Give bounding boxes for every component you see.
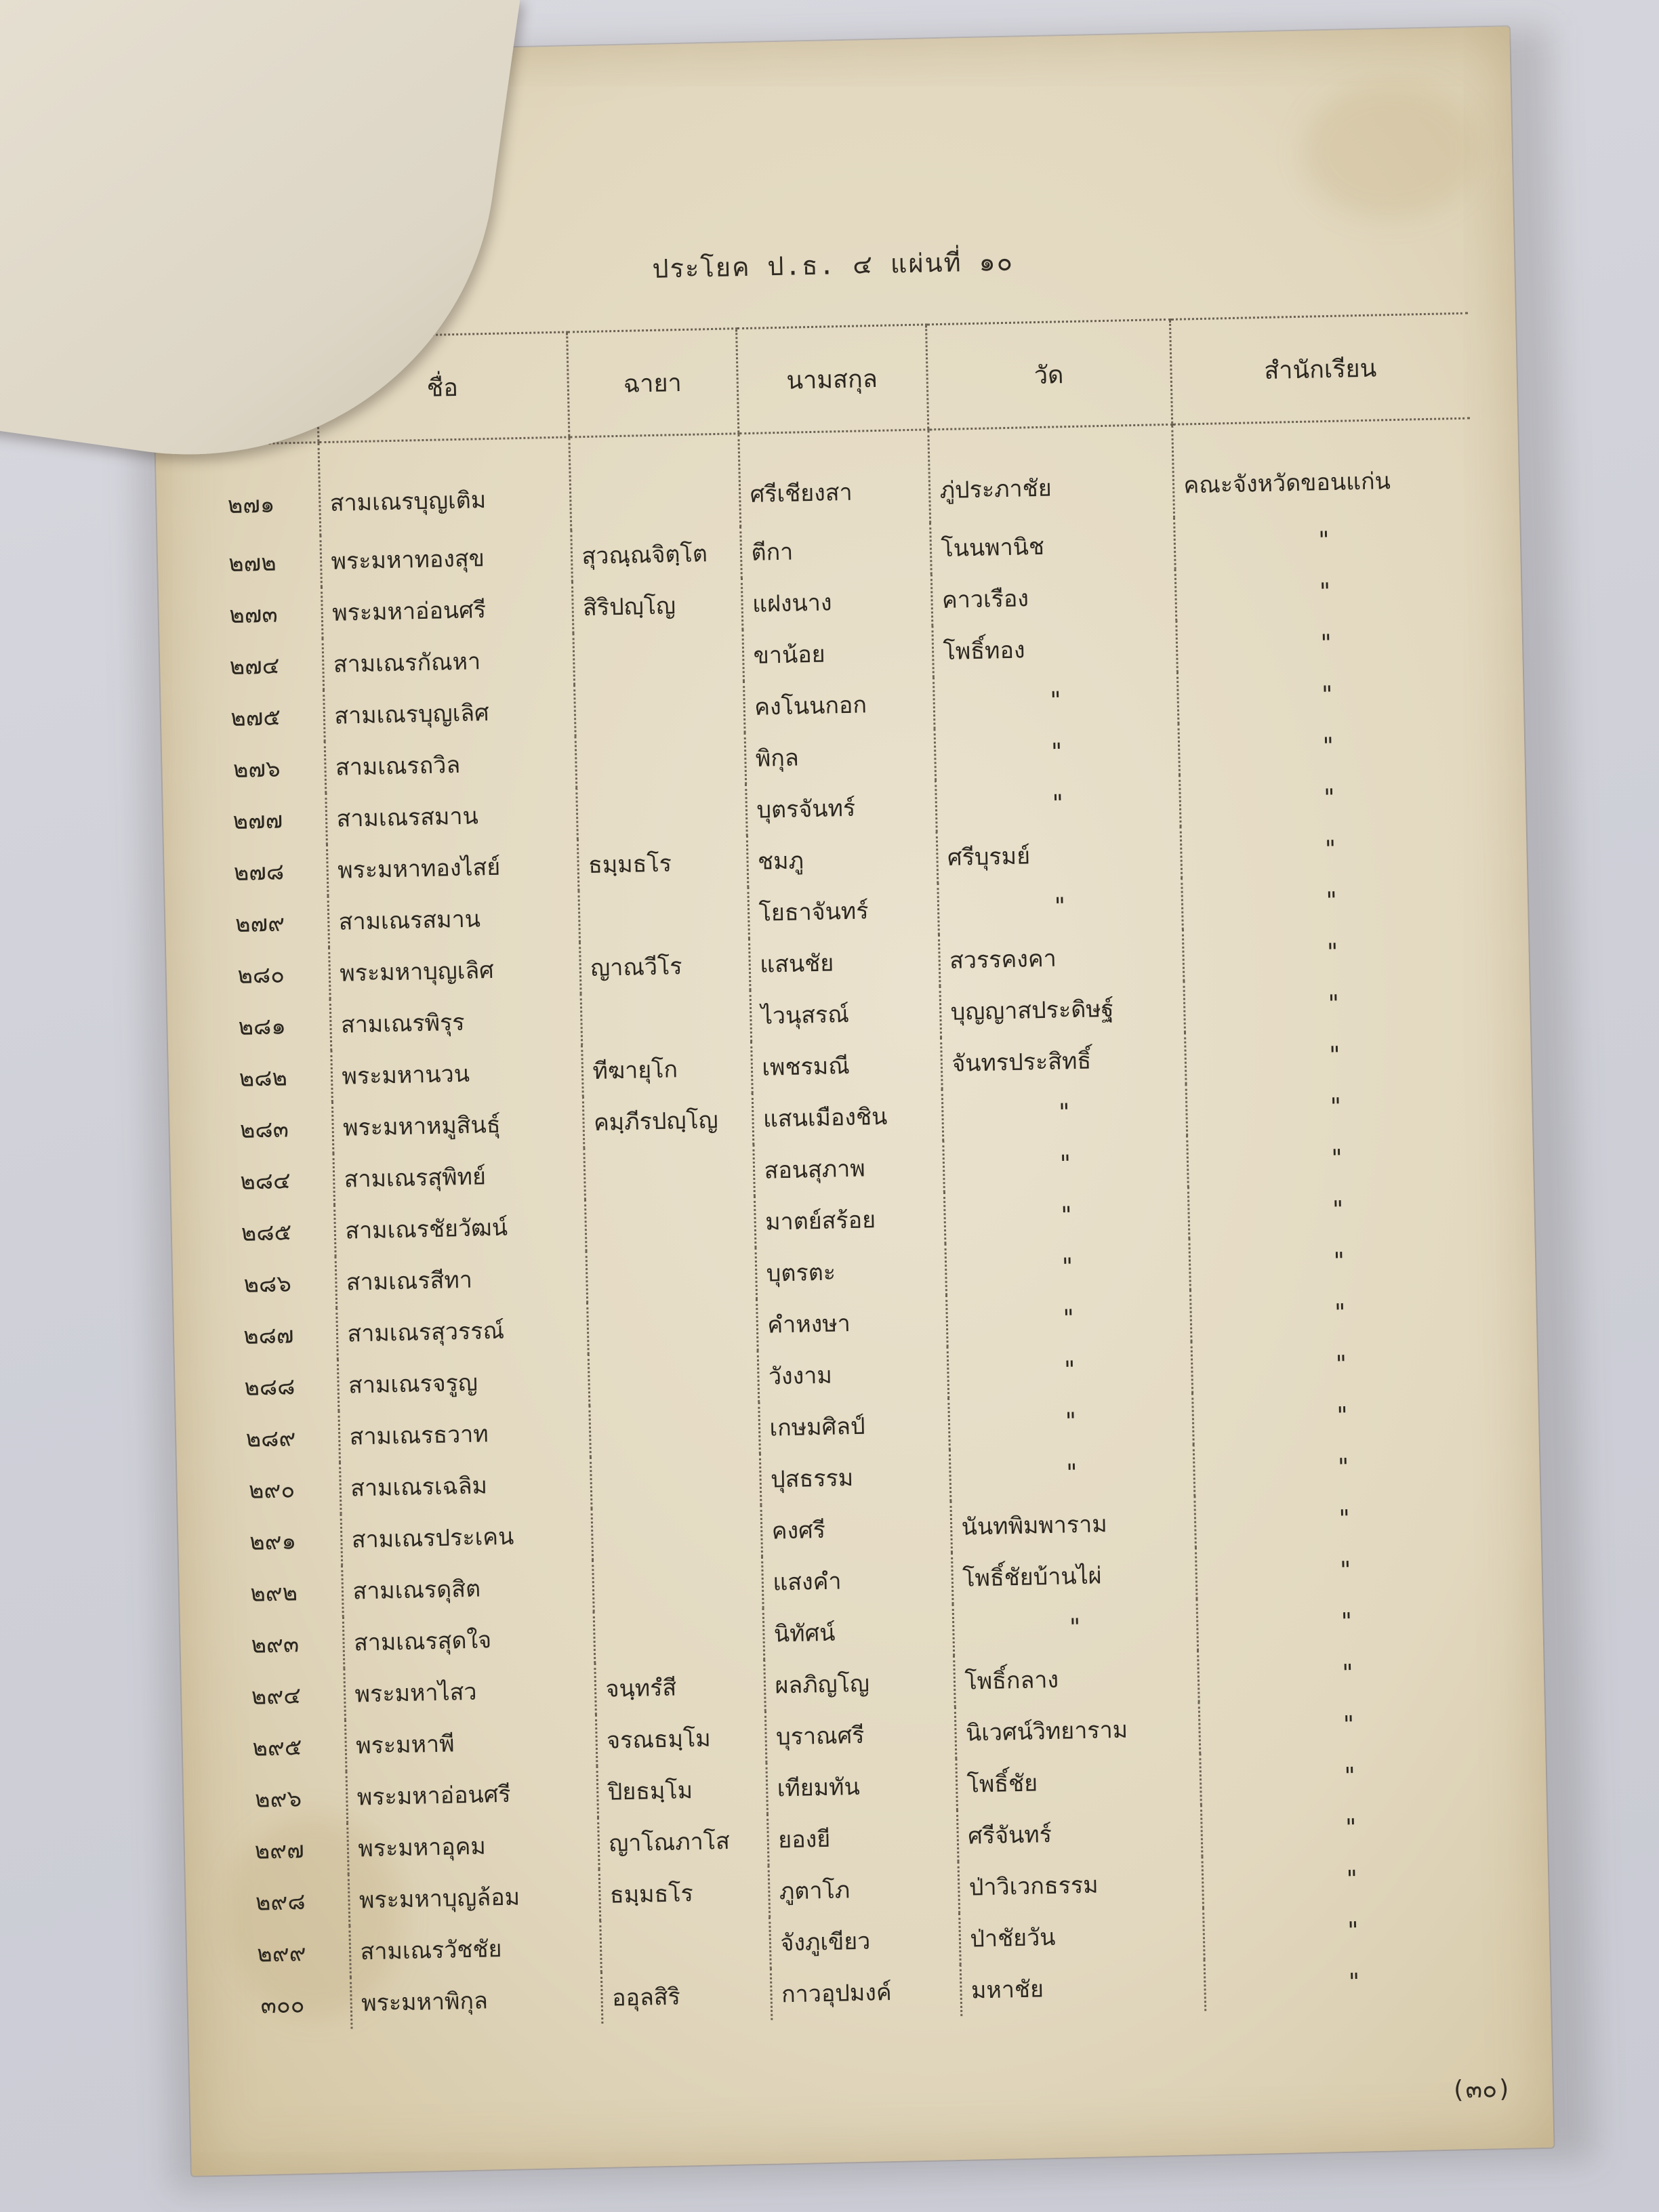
cell-chaya bbox=[600, 1917, 771, 1972]
cell-surname: วังงาม bbox=[758, 1347, 949, 1402]
cell-wat: โพธิ์ชัยบ้านไผ่ bbox=[951, 1547, 1197, 1604]
cell-no: ๒๗๕ bbox=[230, 703, 281, 733]
cell-no: ๒๘๓ bbox=[239, 1115, 289, 1144]
cell-name: สามเณรสุดใจ bbox=[343, 1612, 595, 1668]
cell-wat: นันทพิมพาราม bbox=[950, 1496, 1195, 1553]
cell-no: ๒๙๘ bbox=[255, 1888, 306, 1917]
cell-surname: จังภูเขียว bbox=[769, 1913, 960, 1969]
cell-wat: " bbox=[943, 1136, 1188, 1193]
cell-name: พระมหาอ่อนศรี bbox=[321, 581, 573, 638]
cell-no: ๒๙๓ bbox=[251, 1631, 300, 1659]
age-stain bbox=[1300, 81, 1479, 220]
cell-school: " bbox=[1197, 1644, 1496, 1702]
cell-surname: แฝงนาง bbox=[741, 574, 933, 630]
ordination-register-table bbox=[180, 312, 1503, 2032]
header-surname: นามสกุล bbox=[736, 325, 928, 434]
cell-name: สามเณรดุสิต bbox=[342, 1560, 594, 1617]
cell-surname: ตีกา bbox=[740, 523, 931, 578]
cell-wat: " bbox=[937, 878, 1183, 935]
cell-school: " bbox=[1175, 563, 1474, 621]
cell-school: " bbox=[1181, 821, 1479, 878]
cell-no: ๒๗๘ bbox=[233, 858, 285, 886]
cell-name: พระมหาทองสุข bbox=[320, 530, 572, 587]
cell-school: " bbox=[1181, 872, 1480, 929]
cell-no: ๒๙๙ bbox=[256, 1940, 306, 1968]
cell-name: สามเณรวัชชัย bbox=[349, 1921, 601, 1978]
cell-name: พระมหาทองไสย์ bbox=[327, 839, 579, 896]
cell-school: " bbox=[1202, 1850, 1500, 1908]
cell-name: พระมหาบุญเลิศ bbox=[329, 942, 581, 999]
cell-chaya: คมฺภีรปญฺโญ bbox=[583, 1093, 754, 1148]
cell-surname: โยธาจันทร์ bbox=[747, 883, 939, 939]
cell-surname: ปุสธรรม bbox=[760, 1450, 951, 1505]
cell-wat: " bbox=[945, 1239, 1190, 1296]
cell-surname: ภูตาโภ bbox=[769, 1862, 960, 1917]
cell-wat: " bbox=[948, 1393, 1193, 1450]
cell-chaya: ญาณวีโร bbox=[579, 939, 750, 994]
cell-surname: บุตรจันทร์ bbox=[745, 780, 937, 836]
cell-wat: " bbox=[949, 1445, 1195, 1502]
cell-name: พระมหาไสว bbox=[344, 1663, 596, 1720]
cell-chaya: ญาโณภาโส bbox=[598, 1814, 769, 1869]
cell-no: ๒๙๔ bbox=[251, 1682, 302, 1711]
cell-school: " bbox=[1174, 512, 1473, 569]
cell-no: ๒๗๓ bbox=[228, 600, 279, 630]
cell-chaya bbox=[576, 784, 747, 839]
cell-wat: คาวเรือง bbox=[931, 569, 1176, 626]
cell-no: ๒๙๒ bbox=[249, 1579, 298, 1607]
cell-school: " bbox=[1193, 1438, 1492, 1496]
cell-no: ๒๘๖ bbox=[243, 1270, 292, 1298]
cell-wat: " bbox=[935, 775, 1181, 832]
cell-wat: " bbox=[935, 724, 1180, 781]
cell-surname: เกษมศิลป์ bbox=[758, 1398, 949, 1454]
cell-no: ๒๘๕ bbox=[241, 1218, 292, 1247]
cell-chaya: สิริปญฺโญ bbox=[572, 578, 743, 633]
cell-no: ๒๗๔ bbox=[229, 652, 280, 681]
cell-chaya bbox=[588, 1351, 759, 1406]
cell-surname: ไวนุสรณ์ bbox=[750, 986, 941, 1042]
cell-no: ๒๙๗ bbox=[254, 1837, 305, 1865]
header-school: สำนักเรียน bbox=[1170, 313, 1470, 424]
cell-wat: ป่าวิเวกธรรม bbox=[958, 1856, 1204, 1913]
cell-school: " bbox=[1185, 1026, 1483, 1084]
cell-name: สามเณรสีทา bbox=[335, 1251, 588, 1308]
cell-chaya: จรณธมฺโม bbox=[596, 1711, 766, 1766]
cell-chaya bbox=[594, 1608, 764, 1663]
cell-surname: นิทัศน์ bbox=[763, 1604, 954, 1660]
cell-no: ๒๗๒ bbox=[228, 549, 277, 578]
cell-surname: ชมภู bbox=[747, 832, 938, 887]
cell-name: พระมหาพิกุล bbox=[350, 1972, 602, 2029]
cell-chaya bbox=[573, 630, 743, 684]
cell-chaya bbox=[592, 1557, 763, 1612]
cell-wat: " bbox=[947, 1342, 1193, 1399]
cell-no: ๒๗๑ bbox=[227, 491, 275, 520]
cell-name: สามเณรสุพิทย์ bbox=[333, 1148, 585, 1205]
cell-name: สามเณรกัณหา bbox=[323, 633, 575, 690]
header-wat: วัด bbox=[926, 319, 1172, 430]
cell-name: พระมหาหมูสินธุ์ bbox=[332, 1097, 584, 1153]
cell-name: สามเณรสมาน bbox=[325, 787, 577, 844]
cell-surname: ศรีเชียงสา bbox=[738, 430, 930, 527]
cell-chaya bbox=[587, 1299, 758, 1354]
cell-chaya bbox=[569, 434, 740, 531]
cell-school: " bbox=[1199, 1696, 1498, 1753]
cell-chaya bbox=[574, 681, 745, 736]
cell-surname: ขาน้อย bbox=[742, 626, 933, 681]
cell-chaya bbox=[581, 990, 752, 1045]
cell-wat: " bbox=[946, 1290, 1191, 1347]
cell-surname: กาวอุปมงค์ bbox=[771, 1965, 962, 2020]
cell-no: ๒๘๒ bbox=[239, 1064, 288, 1092]
cell-school: " bbox=[1201, 1799, 1500, 1856]
cell-no: ๒๘๘ bbox=[244, 1373, 295, 1401]
cell-wat: โพธิ์ชัย bbox=[956, 1753, 1201, 1810]
cell-surname: คงโนนกอก bbox=[743, 677, 935, 733]
cell-school: " bbox=[1190, 1284, 1489, 1341]
cell-school: " bbox=[1183, 923, 1481, 981]
cell-chaya: ปิยธมฺโม bbox=[596, 1763, 767, 1818]
cell-chaya bbox=[590, 1454, 761, 1509]
cell-wat: โพธิ์ทอง bbox=[932, 621, 1177, 678]
cell-chaya: สุวณฺณจิตฺโต bbox=[571, 527, 741, 581]
cell-school: " bbox=[1194, 1490, 1493, 1547]
cell-wat: ป่าชัยวัน bbox=[959, 1908, 1204, 1965]
cell-surname: คำหงษา bbox=[756, 1295, 947, 1351]
cell-no: ๒๙๖ bbox=[254, 1785, 302, 1814]
table-body bbox=[183, 418, 1504, 2032]
header-chaya: ฉายา bbox=[567, 329, 738, 437]
cell-school: " bbox=[1188, 1181, 1487, 1238]
cell-no: ๒๘๔ bbox=[239, 1167, 291, 1195]
cell-surname: แสนเมืองชิน bbox=[752, 1089, 943, 1145]
cell-no: ๒๗๙ bbox=[234, 909, 285, 938]
cell-school: " bbox=[1192, 1387, 1491, 1444]
cell-school: " bbox=[1177, 666, 1476, 724]
cell-school: " bbox=[1195, 1541, 1494, 1599]
cell-wat: ศรีบุรมย์ bbox=[937, 827, 1182, 884]
cell-name: สามเณรชัยวัฒน์ bbox=[334, 1200, 586, 1256]
cell-no: ๒๘๑ bbox=[238, 1012, 287, 1041]
cell-name: พระมหาพี bbox=[345, 1715, 597, 1771]
cell-name: สามเณรสุวรรณ์ bbox=[336, 1303, 588, 1359]
cell-wat: นิเวศน์วิทยาราม bbox=[955, 1702, 1200, 1759]
cell-name: พระมหาอ่อนศรี bbox=[346, 1766, 598, 1823]
cell-wat: จันทรประสิทธิ์ bbox=[941, 1033, 1186, 1090]
cell-name: พระมหาบุญล้อม bbox=[348, 1869, 600, 1926]
cell-name: สามเณรประเคน bbox=[341, 1509, 593, 1565]
cell-surname: พิกุล bbox=[745, 729, 936, 784]
cell-wat: สวรรคงคา bbox=[939, 930, 1184, 987]
cell-chaya bbox=[586, 1248, 757, 1303]
cell-surname: เพชรมณี bbox=[751, 1038, 942, 1093]
cell-no: ๓๐๐ bbox=[260, 1991, 305, 2020]
cell-surname: เทียมทัน bbox=[766, 1759, 957, 1814]
cell-chaya: ออุลสิริ bbox=[601, 1969, 772, 2024]
cell-school: " bbox=[1203, 1902, 1502, 1959]
cell-wat: " bbox=[953, 1599, 1198, 1656]
cell-surname: บุตรตะ bbox=[755, 1244, 946, 1299]
cell-name: สามเณรสมาน bbox=[327, 890, 579, 947]
cell-no: ๒๙๕ bbox=[252, 1734, 302, 1762]
cell-school: " bbox=[1186, 1078, 1485, 1135]
cell-school: " bbox=[1200, 1747, 1498, 1805]
cell-chaya bbox=[592, 1505, 762, 1560]
cell-wat: มหาชัย bbox=[960, 1959, 1206, 2016]
cell-surname: ยองยี bbox=[767, 1810, 958, 1866]
cell-chaya: ทีฆายุโก bbox=[581, 1042, 752, 1097]
cell-chaya bbox=[583, 1145, 754, 1200]
cell-school: " bbox=[1187, 1129, 1486, 1187]
cell-chaya bbox=[585, 1196, 756, 1251]
cell-wat: " bbox=[933, 672, 1179, 729]
cell-surname: บุราณศรี bbox=[765, 1707, 956, 1763]
cell-no: ๒๙๐ bbox=[248, 1476, 295, 1504]
cell-surname: แสงคำ bbox=[762, 1553, 953, 1608]
cell-no: ๒๘๙ bbox=[245, 1425, 296, 1453]
cell-surname: มาตย์สร้อย bbox=[754, 1192, 945, 1248]
cell-wat: ภู่ประภาชัย bbox=[928, 424, 1174, 523]
cell-name: สามเณรจรูญ bbox=[337, 1354, 590, 1411]
cell-no: ๒๘๗ bbox=[243, 1322, 294, 1350]
cell-wat: " bbox=[942, 1084, 1187, 1141]
header-name: ชื่อ bbox=[316, 332, 569, 443]
cell-school: " bbox=[1191, 1335, 1490, 1393]
cell-school: " bbox=[1176, 615, 1475, 672]
cell-surname: คงศรี bbox=[760, 1501, 951, 1557]
cell-wat: " bbox=[944, 1187, 1189, 1244]
cell-no: ๒๙๑ bbox=[249, 1528, 297, 1556]
cell-wat: โพธิ์กลาง bbox=[954, 1650, 1199, 1707]
cell-name: สามเณรพิรุร bbox=[330, 994, 582, 1050]
cell-school: " bbox=[1189, 1232, 1488, 1290]
cell-surname: สอนสุภาพ bbox=[753, 1141, 944, 1196]
cell-surname: ผลภิญโญ bbox=[764, 1656, 955, 1711]
cell-name: พระมหาอุคม bbox=[347, 1818, 599, 1875]
page-title: ประโยค ป.ธ. ๔ แผ่นที่ ๑๐ bbox=[652, 246, 1015, 284]
cell-name: สามเณรถวิล bbox=[325, 736, 577, 793]
cell-no: ๒๗๖ bbox=[232, 755, 281, 783]
cell-name: สามเณรบุญเติม bbox=[318, 437, 571, 535]
cell-chaya: ธมฺมธโร bbox=[577, 836, 748, 890]
cell-school: " bbox=[1179, 769, 1478, 827]
cell-name: พระมหานวน bbox=[331, 1045, 583, 1102]
cell-chaya: จนฺทรํสี bbox=[594, 1660, 765, 1715]
cell-name: สามเณรเฉลิม bbox=[340, 1457, 592, 1514]
cell-wat: ศรีจันทร์ bbox=[957, 1805, 1202, 1862]
cell-name: สามเณรธวาท bbox=[338, 1406, 590, 1462]
cell-no: ๒๘๐ bbox=[237, 961, 285, 989]
cell-chaya bbox=[589, 1402, 760, 1457]
cell-school: " bbox=[1196, 1593, 1495, 1650]
cell-wat: บุญญาสประดิษฐ์ bbox=[939, 981, 1185, 1038]
cell-no: ๒๗๗ bbox=[232, 806, 283, 835]
cell-school: คณะจังหวัดขอนแก่น bbox=[1172, 418, 1472, 518]
cell-chaya: ธมฺมธโร bbox=[599, 1866, 770, 1921]
cell-school: " bbox=[1178, 718, 1477, 775]
cell-surname: แสนชัย bbox=[749, 935, 940, 990]
cell-school: " bbox=[1183, 975, 1482, 1032]
cell-chaya bbox=[578, 887, 749, 942]
cell-wat: โนนพานิช bbox=[930, 518, 1175, 575]
cell-name: สามเณรบุญเลิศ bbox=[323, 684, 575, 741]
page-number: (๓๐) bbox=[1450, 2074, 1513, 2104]
cell-school: " bbox=[1204, 1953, 1503, 2011]
cell-chaya bbox=[575, 733, 746, 787]
